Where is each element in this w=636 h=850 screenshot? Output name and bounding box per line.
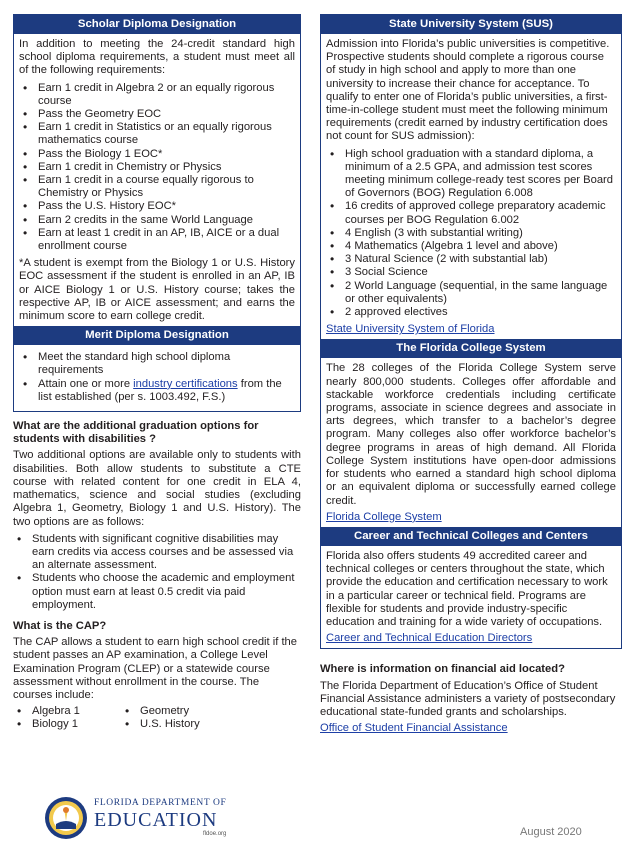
publication-date: August 2020: [520, 826, 582, 838]
list-item: • Meet the standard high school diploma requirements: [19, 351, 295, 377]
logo-url: fldoe.org: [203, 831, 227, 838]
postsecondary-box: [320, 14, 622, 649]
scholar-exemption-note: *A student is exempt from the Biology 1 or U.S. History EOC assessment if the student is enrolled in an AP, IB or AICE Biology 1 or U.S. History course; takes the respective AP, IB or AICE assessment; and earns the minimum score to earn college credit.: [19, 257, 295, 323]
list-item: • 16 credits of approved college preparatory academic courses per BOG Regulation 6.002: [326, 200, 616, 226]
scholar-diploma-heading: Scholar Diploma Designation: [14, 15, 300, 34]
sus-requirements-list: [326, 148, 616, 320]
merit-item-text: Attain one or more: [38, 377, 134, 390]
list-item: • 4 English (3 with substantial writing): [326, 227, 616, 240]
finaid-text: The Florida Department of Education’s Office of Student Financial Assistance administers a variety of postsecondary educational state-funded grants and scholarships.: [320, 679, 616, 718]
list-item: [19, 378, 295, 404]
finaid-heading: Where is information on financial aid located?: [320, 663, 565, 676]
cap-courses-col1: [13, 705, 121, 731]
list-item: • 3 Social Science: [326, 266, 616, 279]
list-item: • Students who choose the academic and employment option must earn at least 0.5 credit via paid employment.: [13, 572, 301, 612]
list-item: • 4 Mathematics (Algebra 1 level and above): [326, 240, 616, 253]
list-item: • Earn 1 credit in a course equally rigorous to Chemistry or Physics: [19, 174, 295, 200]
sus-text: Admission into Florida’s public universities is competitive. Prospective students should complete a rigorous course of study in high school and apply to more than one university to increase their chance for acceptance. To qualify to enter one of Florida’s public universities, a first-time-in-college student must meet the following minimum requirements (credit earned by industry certification does not count for SUS admission):: [326, 38, 610, 143]
florida-seal-icon: [44, 796, 88, 840]
list-item: • U.S. History: [121, 718, 200, 731]
scholar-merit-box: [13, 14, 301, 412]
fcs-link[interactable]: Florida College System: [326, 510, 442, 523]
list-item: • Biology 1: [13, 718, 121, 731]
list-item: • Earn 1 credit in Algebra 2 or an equally rigorous course: [19, 82, 295, 108]
disabilities-options-list: [13, 533, 301, 612]
fldoe-logo: [44, 795, 264, 841]
scholar-requirements-list: [19, 82, 295, 254]
merit-diploma-heading: Merit Diploma Designation: [14, 326, 300, 345]
list-item: • 2 approved electives: [326, 306, 616, 319]
disabilities-heading: What are the additional graduation options for students with disabilities ?: [13, 420, 259, 446]
list-item: • Earn 1 credit in Chemistry or Physics: [19, 161, 295, 174]
cap-text: The CAP allows a student to earn high school credit if the student passes an AP examination, a College Level Examination Program (CLEP) or a statewide course assessment without enrollment in the course. The courses include:: [13, 636, 297, 701]
logo-line2: EDUCATION: [94, 809, 218, 832]
sus-link[interactable]: State University System of Florida: [326, 323, 495, 336]
list-item: • Algebra 1: [13, 705, 121, 718]
left-column: [13, 14, 301, 732]
fcs-text: The 28 colleges of the Florida College System serve nearly 800,000 students. Colleges offer affordable and stackable workforce credentials including certificate programs, associate in science degrees and associate in arts degrees, which transfer to a bachelor’s degree program. Many colleges also offer workforce bachelor’s degree programs in areas of high demand. All Florida College System institutions have open-door admissions for students who earned a standard high school diploma or an equivalent diploma or successfully earned college credit.: [326, 362, 616, 507]
list-item: • Students with significant cognitive disabilities may earn credits via access courses and be assessed via an alternate assessment.: [13, 533, 301, 573]
ctc-text: Florida also offers students 49 accredited career and technical colleges or centers throughout the state, which provide the education and certification necessary to work in a particular career or technical field. Programs are flexible for students and provide industry-specific education and training for a wide variety of occupations.: [326, 549, 608, 628]
list-item: • Earn 2 credits in the same World Language: [19, 214, 295, 227]
list-item: • 3 Natural Science (2 with substantial lab): [326, 253, 616, 266]
logo-line1: FLORIDA DEPARTMENT OF: [94, 797, 227, 808]
scholar-intro: In addition to meeting the 24-credit standard high school diploma requirements, a student must meet all of the following requirements:: [19, 38, 295, 77]
list-item: • 2 World Language (sequential, in the same language or other equivalents): [326, 280, 616, 306]
cap-courses: [13, 705, 301, 731]
cap-heading: What is the CAP?: [13, 619, 107, 632]
merit-requirements-list: [19, 351, 295, 404]
finaid-link[interactable]: Office of Student Financial Assistance: [320, 722, 508, 735]
list-item: • Earn 1 credit in Statistics or an equally rigorous mathematics course: [19, 121, 295, 147]
sus-heading: State University System (SUS): [321, 15, 621, 34]
list-item: • Pass the Biology 1 EOC*: [19, 148, 295, 161]
ctc-link[interactable]: Career and Technical Education Directors: [326, 632, 533, 645]
list-item: • Geometry: [121, 705, 200, 718]
list-item: • High school graduation with a standard diploma, a minimum of a 2.5 GPA, and admission test scores meeting minimum college-ready test scores per Board of Governors (BOG) Regulation 6.008: [326, 148, 616, 201]
right-column: [320, 14, 622, 735]
disabilities-text: Two additional options are available only to students with disabilities. Both allow students to substitute a CTE course with related content for one credit in ELA 4, mathematics, science and social studies (excluding Algebra 1, Geometry, Biology 1 and U.S. History). The two options are as follows:: [13, 449, 301, 528]
ctc-heading: Career and Technical Colleges and Centers: [321, 527, 621, 546]
list-item: • Earn at least 1 credit in an AP, IB, AICE or a dual enrollment course: [19, 227, 295, 253]
list-item: • Pass the U.S. History EOC*: [19, 200, 295, 213]
cap-courses-col2: [121, 705, 200, 731]
industry-certifications-link[interactable]: industry certifications: [133, 377, 238, 390]
list-item: • Pass the Geometry EOC: [19, 108, 295, 121]
fcs-heading: The Florida College System: [321, 339, 621, 358]
merit-item-text-end: from the list established (per s. 1003.492, F.S.): [38, 377, 282, 403]
